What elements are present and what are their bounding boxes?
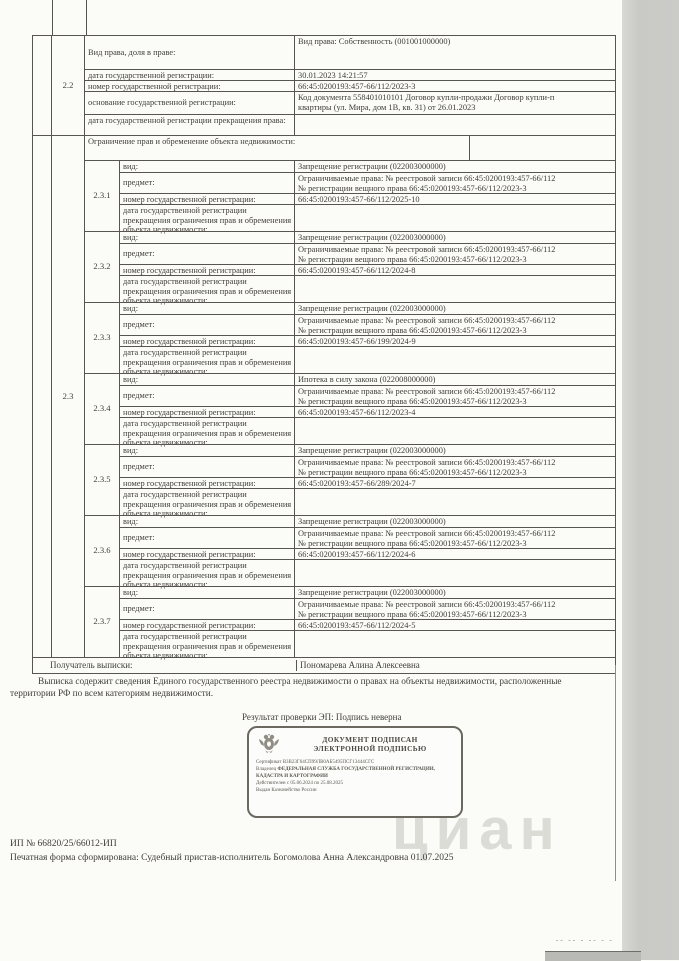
section-number: 2.2 [52, 36, 85, 135]
section-2-3 [33, 135, 615, 661]
field-value: Пономарева Алина Алексеевна [300, 660, 420, 671]
restriction-block [85, 444, 615, 519]
field-value-line: № регистрации вещного права 66:45:0200193:457-66/112/2023-3 [298, 538, 527, 548]
field-value: Запрещение регистрации (022003000000) [298, 446, 446, 455]
field-value: 66:45:0200193:457-66/112/2024-5 [298, 621, 416, 630]
field-value: Ипотека в силу закона (022008000000) [298, 375, 436, 384]
field-label: дата государственной регистрации прекращения права: [85, 115, 295, 135]
field-value: 30.01.2023 14:21:57 [298, 71, 368, 80]
restriction-block [85, 231, 615, 306]
field-label: вид: [120, 374, 295, 385]
field-label: дата государственной регистрации прекращения ограничения прав и обременения объекта недвижимости: [120, 418, 295, 444]
field-value [295, 631, 615, 657]
restriction-block [85, 302, 615, 377]
registry-table [32, 35, 616, 674]
table-continuation-line [86, 0, 87, 36]
restriction-number: 2.3.6 [85, 516, 120, 586]
restriction-number: 2.3.7 [85, 587, 120, 657]
field-label: вид: [120, 303, 295, 314]
field-label: номер государственной регистрации: [120, 194, 295, 204]
field-label: дата государственной регистрации прекращения ограничения прав и обременения объекта недвижимости: [120, 347, 295, 373]
field-value [295, 418, 615, 444]
restriction-number: 2.3.1 [85, 161, 120, 231]
field-label: дата государственной регистрации прекращения ограничения прав и обременения объекта недвижимости: [120, 560, 295, 586]
field-label: Получатель выписки: [33, 660, 297, 670]
table-row [85, 36, 615, 69]
field-label: вид: [120, 445, 295, 456]
field-value-line: Ограничиваемые права: № реестровой записи 66:45:0200193:457-66/112 [298, 174, 556, 183]
field-value: 66:45:0200193:457-66/112/2024-8 [298, 266, 416, 275]
field-value-line: Ограничиваемые права: № реестровой записи 66:45:0200193:457-66/112 [298, 245, 556, 254]
field-value: Запрещение регистрации (022003000000) [298, 304, 446, 313]
field-label: Вид права, доля в праве: [85, 36, 295, 69]
field-value: 66:45:0200193:457-66/112/2023-4 [298, 408, 416, 417]
field-label: предмет: [120, 244, 295, 264]
field-label: предмет: [120, 315, 295, 335]
owner-prefix: Владелец [256, 767, 278, 772]
field-label: номер государственной регистрации: [85, 81, 295, 91]
restriction-number: 2.3.5 [85, 445, 120, 515]
table-row [85, 69, 615, 80]
field-label: номер государственной регистрации: [120, 336, 295, 346]
scan-corner-marks: -- -- - -- - - [556, 936, 614, 944]
field-value-line: Ограничиваемые права: № реестровой записи 66:45:0200193:457-66/112 [298, 316, 556, 325]
field-value: 66:45:0200193:457-66/199/2024-9 [298, 337, 416, 346]
field-label: дата государственной регистрации прекращения ограничения прав и обременения объекта недвижимости: [120, 205, 295, 231]
field-value-line: Код документа 558401010101 Договор купли-продажи Договор купли-п [298, 93, 555, 102]
field-label: предмет: [120, 173, 295, 193]
spacer-column [33, 36, 52, 135]
field-value-line: квартиры (ул. Мира, дом 1В, кв. 31) от 26.01.2023 [298, 102, 476, 112]
note-line: территории РФ по всем категориям недвижимости. [10, 689, 214, 700]
owner-name: ФЕДЕРАЛЬНАЯ СЛУЖБА ГОСУДАРСТВЕННОЙ РЕГИСТРАЦИИ, КАДАСТРА И КАРТОГРАФИИ [256, 767, 435, 779]
field-label: основание государственной регистрации: [85, 92, 295, 114]
scanner-background-edge [622, 0, 679, 960]
field-label: номер государственной регистрации: [120, 478, 295, 488]
field-label: дата государственной регистрации: [85, 70, 295, 80]
restriction-block [85, 515, 615, 590]
note-paragraph [10, 676, 614, 700]
table-row [85, 91, 615, 114]
field-value-line: № регистрации вещного права 66:45:0200193:457-66/112/2023-3 [298, 183, 527, 193]
table-row [85, 114, 615, 135]
field-value: Вид права: Собственность (001001000000) [298, 37, 451, 46]
field-value-line: Ограничиваемые права: № реестровой записи 66:45:0200193:457-66/112 [298, 387, 556, 396]
restriction-number: 2.3.2 [85, 232, 120, 302]
spacer-column [33, 136, 52, 657]
field-value [295, 347, 615, 373]
signature-check-result: Результат проверки ЭП: Подпись неверна [242, 712, 402, 722]
restriction-number: 2.3.4 [85, 374, 120, 444]
field-value [295, 205, 615, 231]
field-label: дата государственной регистрации прекращения ограничения прав и обременения объекта недвижимости: [120, 489, 295, 515]
field-value: Запрещение регистрации (022003000000) [298, 517, 446, 526]
issued-line: Выдан Казначейство России [256, 788, 317, 793]
validity-line: Действителен с 05.06.2024 по 25.08.2025 [256, 781, 343, 786]
restriction-number: 2.3.3 [85, 303, 120, 373]
restriction-block [85, 586, 615, 661]
field-label: вид: [120, 232, 295, 243]
restriction-block [85, 160, 615, 235]
enforcement-proceeding-number: ИП № 66820/25/66012-ИП [10, 839, 117, 849]
stamp-title-line: ЭЛЕКТРОННОЙ ПОДПИСЬЮ [313, 744, 427, 753]
formed-by-line: Печатная форма сформирована: Судебный пристав-исполнитель Богомолова Анна Александровна 01.07.2025 [10, 853, 454, 863]
field-value-line: Ограничиваемые права: № реестровой записи 66:45:0200193:457-66/112 [298, 458, 556, 467]
field-label: номер государственной регистрации: [120, 549, 295, 559]
field-label: дата государственной регистрации прекращения ограничения прав и обременения объекта недвижимости: [120, 276, 295, 302]
owner-line [256, 766, 454, 780]
field-value [295, 560, 615, 586]
field-value: 66:45:0200193:457-66/112/2024-6 [298, 550, 416, 559]
field-value-line: Ограничиваемые права: № реестровой записи 66:45:0200193:457-66/112 [298, 529, 556, 538]
field-value [470, 136, 615, 160]
field-value-line: № регистрации вещного права 66:45:0200193:457-66/112/2023-3 [298, 396, 527, 406]
field-label: предмет: [120, 528, 295, 548]
receiver-row [33, 657, 615, 673]
table-row [85, 80, 615, 91]
field-label: вид: [120, 587, 295, 598]
note-line: Выписка содержит сведения Единого государственного реестра недвижимости о правах на объекты недвижимости, расположенные [38, 677, 562, 687]
field-value: 66:45:0200193:457-66/112/2023-3 [298, 82, 416, 91]
field-label: вид: [120, 516, 295, 527]
field-value-line: Ограничиваемые права: № реестровой записи 66:45:0200193:457-66/112 [298, 600, 556, 609]
section-header-label: Ограничение прав и обременение объекта недвижимости: [85, 136, 470, 160]
coat-of-arms-eagle-icon [256, 732, 282, 756]
field-value: 66:45:0200193:457-66/112/2025-10 [298, 195, 420, 204]
field-value-line: № регистрации вещного права 66:45:0200193:457-66/112/2023-3 [298, 467, 527, 477]
field-value: Запрещение регистрации (022003000000) [298, 162, 446, 171]
page-frame-line [615, 665, 616, 881]
field-label: номер государственной регистрации: [120, 265, 295, 275]
table-row [85, 136, 615, 160]
field-value: Запрещение регистрации (022003000000) [298, 588, 446, 597]
section-number: 2.3 [52, 136, 85, 657]
field-value: Запрещение регистрации (022003000000) [298, 233, 446, 242]
stamp-title-line: ДОКУМЕНТ ПОДПИСАН [322, 734, 418, 744]
section-2-2 [33, 36, 615, 135]
restriction-block [85, 373, 615, 448]
field-value-line: № регистрации вещного права 66:45:0200193:457-66/112/2023-3 [298, 254, 527, 264]
field-label: номер государственной регистрации: [120, 620, 295, 630]
electronic-signature-stamp [247, 726, 463, 818]
field-value-line: № регистрации вещного права 66:45:0200193:457-66/112/2023-3 [298, 609, 527, 619]
field-label: предмет: [120, 386, 295, 406]
field-value-line: № регистрации вещного права 66:45:0200193:457-66/112/2023-3 [298, 325, 527, 335]
field-label: дата государственной регистрации прекращения ограничения прав и обременения объекта недвижимости: [120, 631, 295, 657]
field-label: предмет: [120, 599, 295, 619]
field-value: 66:45:0200193:457-66/289/2024-7 [298, 479, 416, 488]
field-label: номер государственной регистрации: [120, 407, 295, 417]
field-value [295, 276, 615, 302]
field-value [295, 489, 615, 515]
table-continuation-line [52, 0, 53, 36]
cian-watermark: циан [392, 797, 563, 862]
certificate-line: Сертификат В3В23Г64СП99ЛВ0АБ5495ПСГ13444СГС [256, 760, 375, 765]
field-label: предмет: [120, 457, 295, 477]
field-label: вид: [120, 161, 295, 172]
